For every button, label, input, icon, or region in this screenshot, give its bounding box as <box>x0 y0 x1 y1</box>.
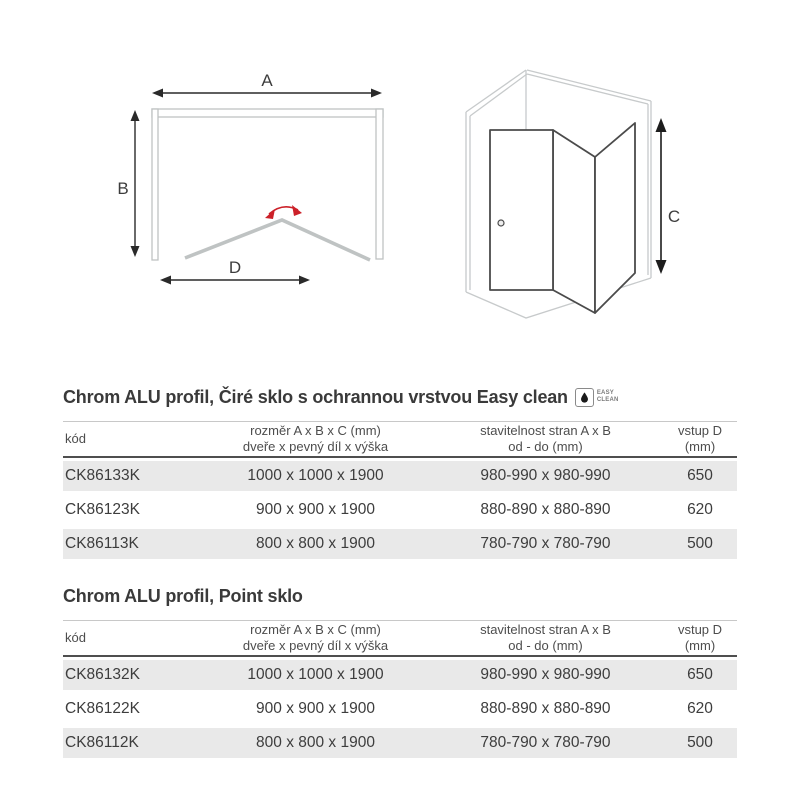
cell-entry: 620 <box>687 501 713 518</box>
section-title-text: Chrom ALU profil, Point sklo <box>63 585 303 606</box>
cell-code: CK86123K <box>65 501 140 518</box>
col-header-adjustability: stavitelnost stran A x B od - do (mm) <box>480 423 611 454</box>
dimension-arrow-c <box>656 118 667 274</box>
spec-table <box>63 620 737 758</box>
col-header-code: kód <box>65 431 86 446</box>
cell-size: 1000 x 1000 x 1900 <box>247 467 384 484</box>
cell-code: CK86122K <box>65 700 140 717</box>
cell-code: CK86113K <box>65 535 139 552</box>
section-point-glass <box>63 585 737 758</box>
col-header-entry: vstup D (mm) <box>677 423 723 454</box>
table-row <box>63 495 737 525</box>
col-header-code: kód <box>65 630 86 645</box>
cell-entry: 500 <box>687 734 713 751</box>
cell-range: 780-790 x 780-790 <box>480 535 611 552</box>
door-panel-left <box>553 130 595 313</box>
col-header-size: rozměr A x B x C (mm) dveře x pevný díl x výška <box>242 423 389 454</box>
plan-view-diagram <box>95 55 415 305</box>
cell-entry: 650 <box>687 666 713 683</box>
cell-size: 900 x 900 x 1900 <box>256 700 375 717</box>
spec-table <box>63 421 737 559</box>
cell-entry: 650 <box>687 467 713 484</box>
section-title <box>63 585 737 607</box>
table-header-row <box>63 421 737 458</box>
col-header-adjustability: stavitelnost stran A x B od - do (mm) <box>480 622 611 653</box>
fixed-panel <box>490 130 553 290</box>
front-panels <box>490 123 635 313</box>
plan-label-b: B <box>117 179 129 198</box>
cell-range: 880-890 x 880-890 <box>480 700 611 717</box>
cell-code: CK86112K <box>65 734 139 751</box>
section-title-text: Chrom ALU profil, Čiré sklo s ochrannou vrstvou Easy clean <box>63 386 568 407</box>
cell-entry: 500 <box>687 535 713 552</box>
cell-size: 900 x 900 x 1900 <box>256 501 375 518</box>
cell-range: 980-990 x 980-990 <box>480 467 611 484</box>
door-knob-icon <box>498 220 504 226</box>
plan-label-a: A <box>261 71 273 90</box>
fold-motion-arrow-icon <box>265 205 302 219</box>
perspective-diagram <box>450 40 700 340</box>
section-title <box>63 386 737 408</box>
section-easy-clean <box>63 386 737 559</box>
plan-label-d: D <box>228 258 242 277</box>
cell-size: 800 x 800 x 1900 <box>256 734 375 751</box>
cell-code: CK86132K <box>65 666 140 683</box>
table-row <box>63 529 737 559</box>
easy-clean-badge <box>575 388 619 407</box>
dimension-arrow-b <box>131 110 140 257</box>
cell-entry: 620 <box>687 700 713 717</box>
cell-range: 780-790 x 780-790 <box>480 734 611 751</box>
cell-range: 980-990 x 980-990 <box>480 666 611 683</box>
table-row <box>63 660 737 690</box>
perspective-label-c: C <box>667 207 681 226</box>
table-row <box>63 694 737 724</box>
table-row <box>63 728 737 758</box>
cell-size: 1000 x 1000 x 1900 <box>247 666 384 683</box>
col-header-entry: vstup D (mm) <box>677 622 723 653</box>
cell-range: 880-890 x 880-890 <box>480 501 611 518</box>
easy-clean-badge-text: EASY CLEAN <box>596 390 619 403</box>
table-row <box>63 461 737 491</box>
cell-size: 800 x 800 x 1900 <box>256 535 375 552</box>
col-header-size: rozměr A x B x C (mm) dveře x pevný díl x výška <box>242 622 389 653</box>
water-drop-icon <box>575 388 594 407</box>
table-header-row <box>63 620 737 657</box>
plan-frame <box>152 109 383 260</box>
plan-bifold-door <box>185 220 370 260</box>
cell-code: CK86133K <box>65 467 140 484</box>
